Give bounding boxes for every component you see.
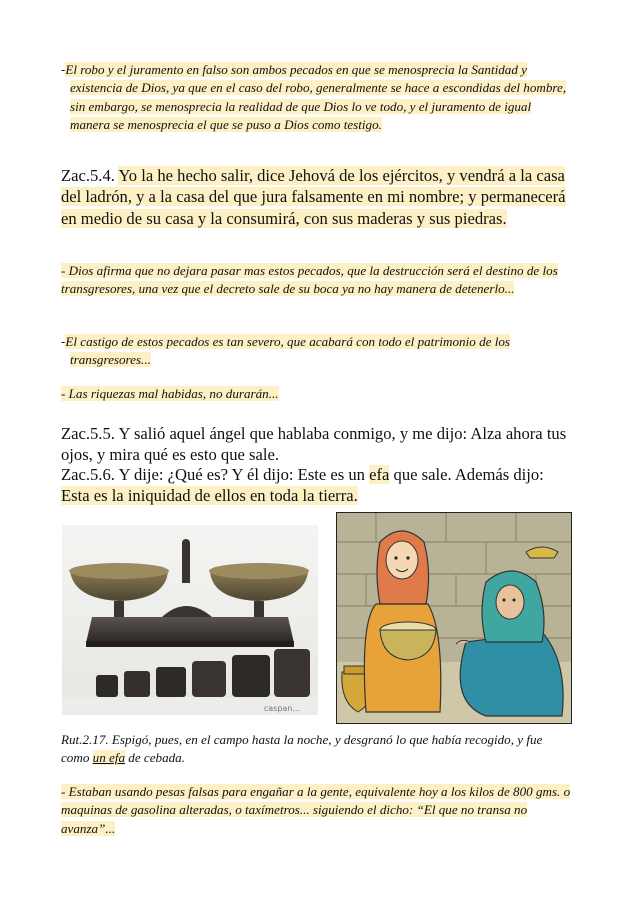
verse-reference: Zac.5.4. <box>61 166 115 185</box>
verse-text-line2: Esta es la iniquidad de ellos en toda la tierra. <box>61 486 358 506</box>
verse-text: Zac.5.5. Y salió aquel ángel que hablaba conmigo, y me dijo: Alza ahora tus ojos, y mira qué es esto que sale. <box>61 424 567 465</box>
commentary-text: - Las riquezas mal habidas, no durarán... <box>61 386 279 401</box>
verse-text-end: de cebada. <box>125 750 186 766</box>
verse-zac-5-4 <box>61 165 571 229</box>
verse-text: Yo la he hecho salir, dice Jehová de los ejércitos, y vendrá a la casa del ladrón, y a la casa del que jura falsamente en mi nombre; y permanecerá en medio de su casa y la consumirá, con sus maderas y sus piedras. <box>61 166 566 228</box>
verse-text-end: que sale. Además dijo: <box>389 465 544 484</box>
commentary-text: - Dios afirma que no dejara pasar mas estos pecados, que la destrucción será el destino de los transgresores, una vez que el decreto sale de su boca ya no hay manera de detenerlo... <box>61 263 558 297</box>
verse-zac-5-5 <box>61 423 571 466</box>
image-watermark: caspan... <box>263 704 300 713</box>
women-basket-image <box>336 512 572 724</box>
commentary-text: El castigo de estos pecados es tan severo, que acabará con todo el patrimonio de los transgresores... <box>65 334 510 368</box>
balance-scale-image <box>62 525 318 715</box>
note-dash: - <box>61 335 66 349</box>
un-efa-phrase: un efa <box>92 750 126 766</box>
verse-rut-2-17 <box>61 731 571 768</box>
commentary-text: El robo y el juramento en falso son ambos pecados en que se menosprecia la Santidad y existencia de Dios, ya que en el caso del robo, generalmente se hace a escondidas del hombre, sin embargo, se menosprecia la realidad de que Dios lo ve todo, y el juramento de igual manera se menosprecia el que se puso a Dios como testigo. <box>65 62 567 132</box>
commentary-text: - Estaban usando pesas falsas para engañar a la gente, equivalente hoy a los kilos de 800 gms. o maquinas de gasolina alteradas, o taxímetros... siguiendo el dicho: “El que no transa no avanza”... <box>61 784 571 836</box>
verse-text-start: Zac.5.6. Y dije: ¿Qué es? Y él dijo: Este es un <box>61 465 370 484</box>
balance-scale-illustration <box>62 525 318 715</box>
commentary-false-weights <box>61 783 571 838</box>
note-dash: - <box>61 63 66 77</box>
commentary-punishment <box>61 333 570 370</box>
commentary-riches <box>61 385 571 403</box>
commentary-god-affirms <box>61 262 571 299</box>
efa-word: efa <box>369 465 390 484</box>
verse-text-start: Rut.2.17. Espigó, pues, en el campo hasta la noche, y desgranó lo que había recogido, y fue como <box>61 732 543 766</box>
women-basket-illustration <box>336 512 572 724</box>
commentary-theft-oath <box>61 61 570 134</box>
verse-zac-5-6 <box>61 464 571 507</box>
